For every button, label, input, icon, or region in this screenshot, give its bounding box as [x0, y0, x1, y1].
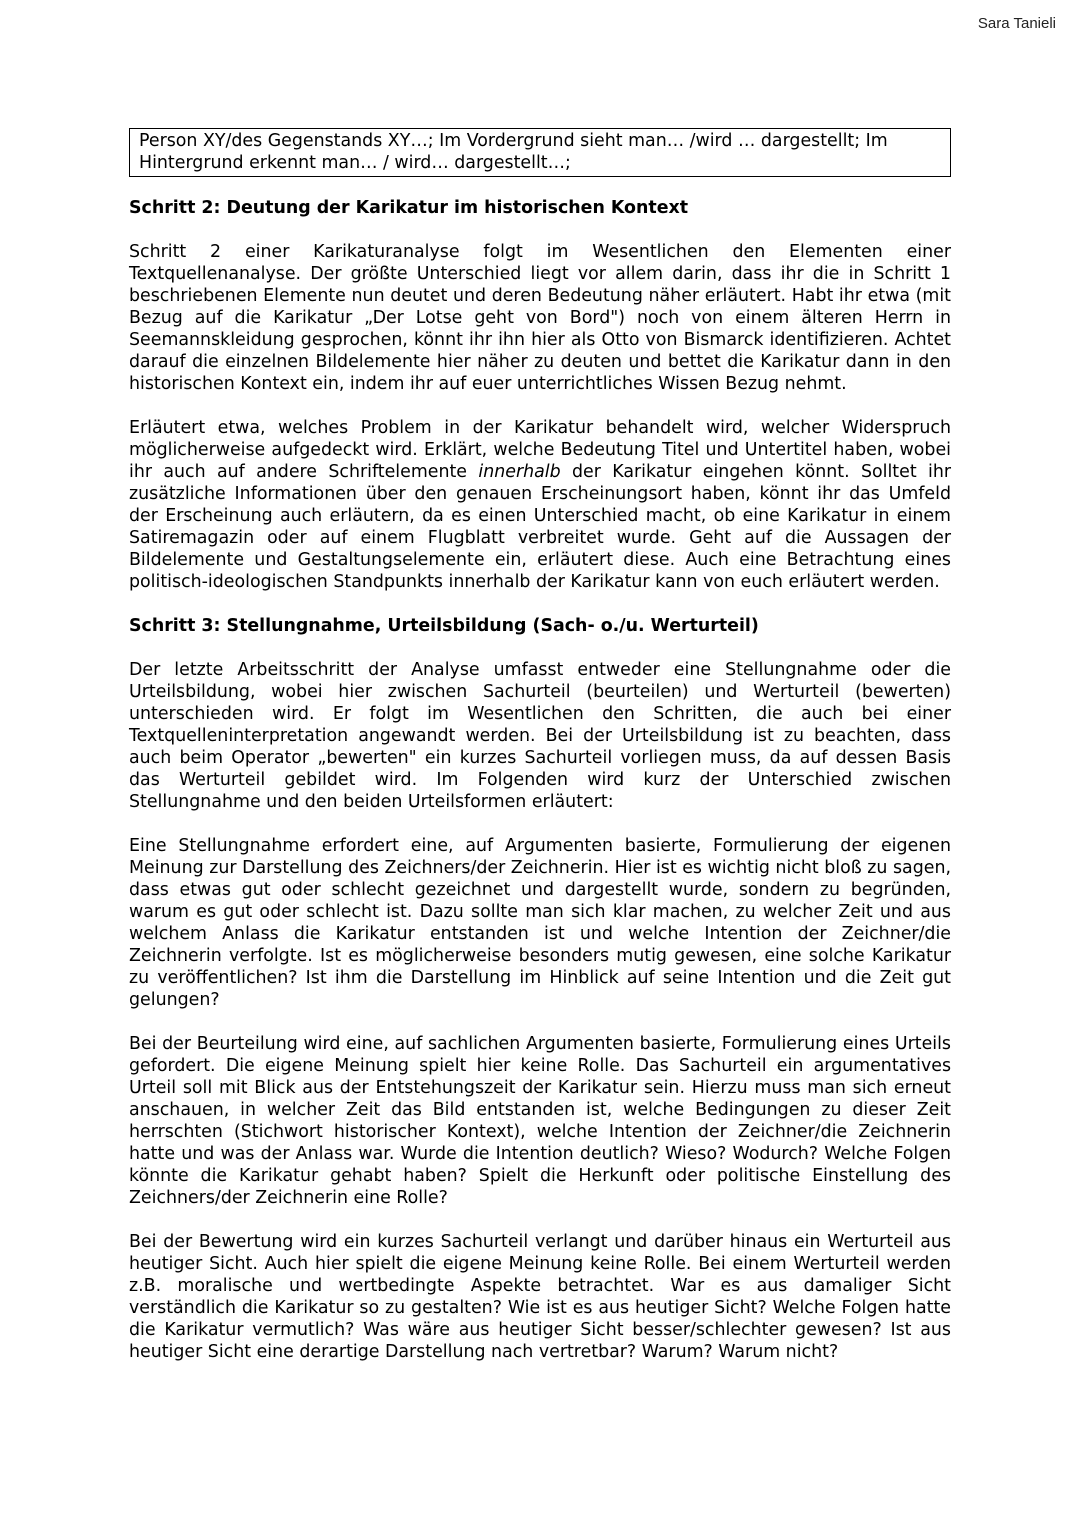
section-3-paragraph-1: Der letzte Arbeitsschritt der Analyse umfasst entweder eine Stellungnahme oder die Urteilsbildung, wobei hier zwischen Sachurteil (beurteilen) und Werturteil (bewerten) unterschieden wird. Er folgt im Wesentlichen den Schritten, die auch bei einer Textquelleninterpretation angewandt werden. Bei der Urteilsbildung ist zu beachten, dass auch beim Operator „bewerten" ein kurzes Sachurteil vorliegen muss, da auf dessen Basis das Werturteil gebildet wird. Im Folgenden wird kurz der Unterschied zwischen Stellungnahme und den beiden Urteilsformen erläutert: [129, 660, 951, 812]
section-2-heading: Schritt 2: Deutung der Karikatur im historischen Kontext [129, 198, 689, 218]
emphasized-word: innerhalb [478, 462, 561, 482]
section-2-paragraph-1: Schritt 2 einer Karikaturanalyse folgt im Wesentlichen den Elementen einer Textquellenanalyse. Der größte Unterschied liegt vor allem darin, dass ihr die in Schritt 1 beschriebenen Elemente nun deutet und deren Bedeutung näher erläutert. Habt ihr etwa (mit Bezug auf die Karikatur „Der Lotse geht von Bord") noch von einem älteren Herrn in Seemannskleidung gesprochen, könnt ihr ihn hier als Otto von Bismarck identifizieren. Achtet darauf die einzelnen Bildelemente hier näher zu deuten und bettet die Karikatur dann in den historischen Kontext ein, indem ihr auf euer unterrichtliches Wissen Bezug nehmt. [129, 242, 951, 394]
section-3-paragraph-3: Bei der Beurteilung wird eine, auf sachlichen Argumenten basierte, Formulierung eines Urteils gefordert. Die eigene Meinung spielt hier keine Rolle. Das Sachurteil ein argumentatives Urteil soll mit Blick aus der Entstehungszeit der Karikatur sein. Hierzu muss man sich erneut anschauen, in welcher Zeit das Bild entstanden ist, welche Bedingungen zu dieser Zeit herrschten (Stichwort historischer Kontext), welche Intention der Zeichner/die Zeichnerin hatte und was der Anlass war. Wurde die Intention deutlich? Wieso? Wodurch? Welche Folgen könnte die Karikatur gehabt haben? Spielt die Herkunft oder politische Einstellung des Zeichners/der Zeichnerin eine Rolle? [129, 1034, 951, 1208]
section-3-heading: Schritt 3: Stellungnahme, Urteilsbildung (Sach- o./u. Werturteil) [129, 616, 759, 636]
example-phrases-box: Person XY/des Gegenstands XY…; Im Vordergrund sieht man… /wird … dargestellt; Im Hintergrund erkennt man… / wird… dargestellt…; [129, 128, 951, 177]
section-3-paragraph-2: Eine Stellungnahme erfordert eine, auf Argumenten basierte, Formulierung der eigenen Meinung zur Darstellung des Zeichners/der Zeichnerin. Hier ist es wichtig nicht bloß zu sagen, dass etwas gut oder schlecht gezeichnet und dargestellt wurde, sondern zu begründen, warum es gut oder schlecht ist. Dazu sollte man sich klar machen, zu welcher Zeit und aus welchem Anlass die Karikatur entstanden ist und welche Intention der Zeichner/die Zeichnerin verfolgte. Ist es möglicherweise besonders mutig gewesen, eine solche Karikatur zu veröffentlichen? Ist ihm die Darstellung im Hinblick auf seine Intention und die Zeit gut gelungen? [129, 836, 951, 1010]
document-body [129, 128, 951, 1385]
paragraph-text: der Karikatur eingehen könnt. Solltet ihr zusätzliche Informationen über den genauen Erscheinungsort haben, könnt ihr das Umfeld der Erscheinung auch erläutern, da es einen Unterschied macht, ob eine Karikatur in einem Satiremagazin oder auf einem Flugblatt verbreitet wurde. Geht auf die Aussagen der Bildelemente und Gestaltungselemente ein, erläutert diese. Auch eine Betrachtung eines politisch-ideologischen Standpunkts innerhalb der Karikatur kann von euch erläutert werden. [129, 462, 952, 592]
section-3-paragraph-4: Bei der Bewertung wird ein kurzes Sachurteil verlangt und darüber hinaus ein Werturteil aus heutiger Sicht. Auch hier spielt die eigene Meinung keine Rolle. Bei einem Werturteil werden z.B. moralische und wertbedingte Aspekte betrachtet. War es aus damaliger Sicht verständlich die Karikatur so zu gestalten? Wie ist es aus heutiger Sicht? Welche Folgen hatte die Karikatur vermutlich? Was wäre aus heutiger Sicht besser/schlechter gewesen? Ist aus heutiger Sicht eine derartige Darstellung nach vertretbar? Warum? Warum nicht? [129, 1232, 951, 1362]
section-2-paragraph-2 [129, 417, 951, 593]
paragraph-text: Erläutert etwa, welches Problem in der Karikatur behandelt wird, welcher Widerspruch möglicherweise aufgedeckt wird. Erklärt, welche Bedeutung Titel und Untertitel haben, wobei ihr auch auf andere Schriftelemente [129, 418, 951, 482]
author-name: Sara Tanieli [977, 15, 1056, 32]
